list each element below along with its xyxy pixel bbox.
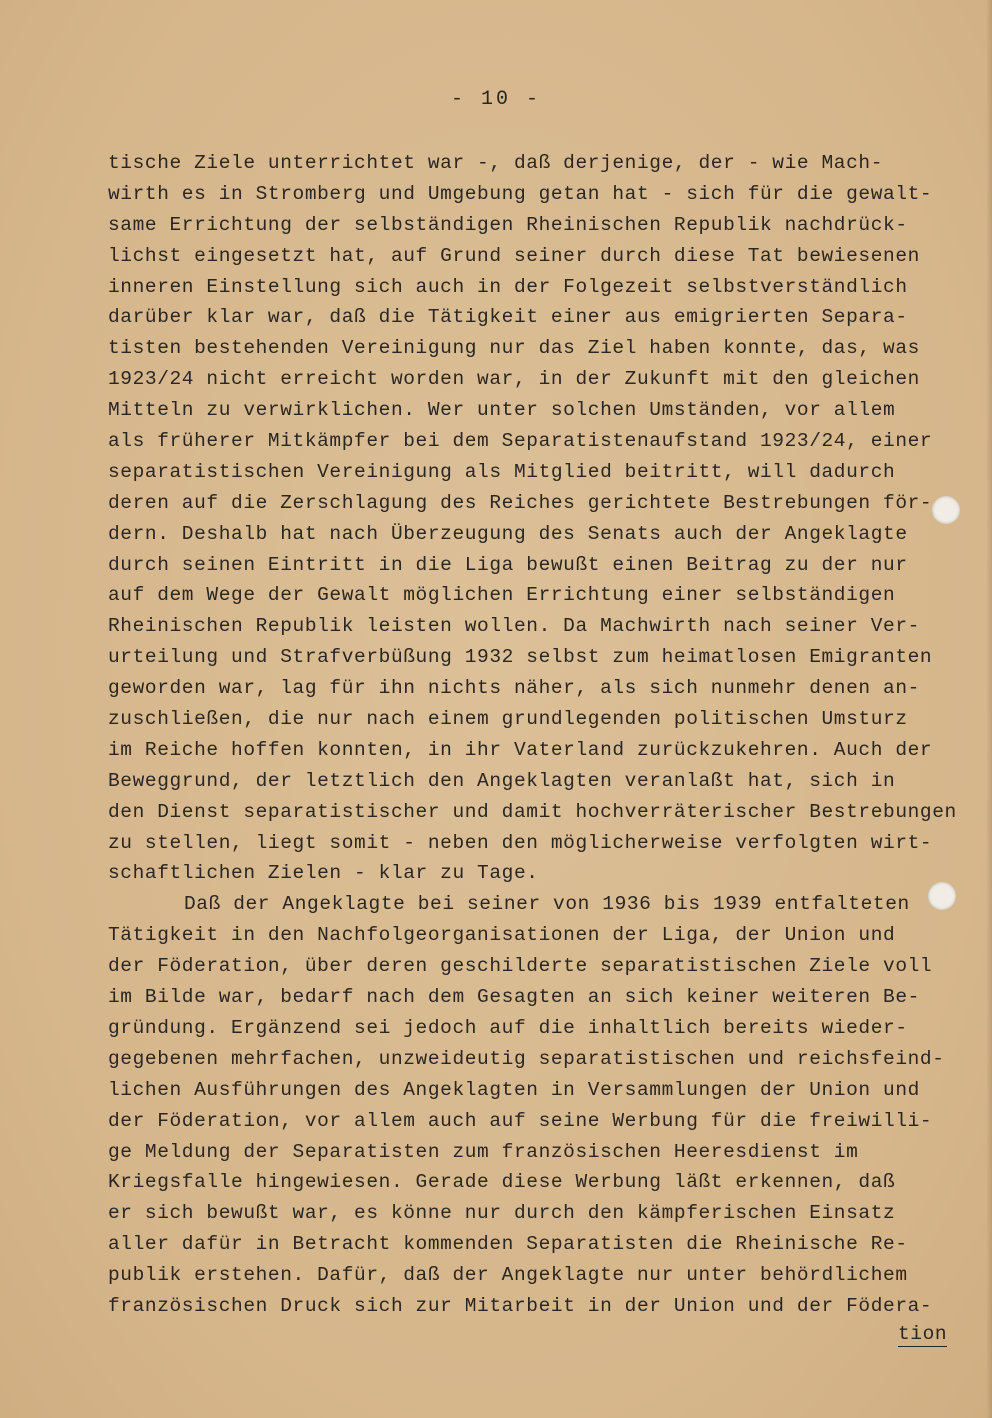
text-line: aller dafür in Betracht kommenden Separatisten die Rheinische Re-: [108, 1233, 908, 1256]
body-text: [108, 148, 968, 1322]
text-line: publik erstehen. Dafür, daß der Angeklagte nur unter behördlichem: [108, 1264, 908, 1287]
paper-edge: [986, 0, 992, 1418]
text-line: französischen Druck sich zur Mitarbeit in der Union und der Födera-: [108, 1294, 933, 1317]
text-line: Rheinischen Republik leisten wollen. Da Machwirth nach seiner Ver-: [108, 615, 920, 638]
text-line: tisten bestehenden Vereinigung nur das Ziel haben konnte, das, was: [108, 337, 920, 360]
text-line: lichst eingesetzt hat, auf Grund seiner durch diese Tat bewiesenen: [108, 244, 920, 267]
text-line: gegebenen mehrfachen, unzweideutig separatistischen und reichsfeind-: [108, 1047, 945, 1070]
text-line: inneren Einstellung sich auch in der Folgezeit selbstverständlich: [108, 275, 908, 298]
page-number: - 10 -: [450, 88, 541, 111]
text-line: zuschließen, die nur nach einem grundlegenden politischen Umsturz: [108, 708, 908, 731]
text-line: separatistischen Vereinigung als Mitglied beitritt, will dadurch: [108, 460, 896, 483]
text-line: der Föderation, über deren geschilderte separatistischen Ziele voll: [108, 955, 933, 978]
text-line: dern. Deshalb hat nach Überzeugung des Senats auch der Angeklagte: [108, 522, 908, 545]
text-line: den Dienst separatistischer und damit hochverräterischer Bestrebungen: [108, 800, 957, 823]
text-line: auf dem Wege der Gewalt möglichen Errichtung einer selbständigen: [108, 584, 896, 607]
text-line: 1923/24 nicht erreicht worden war, in der Zukunft mit den gleichen: [108, 368, 920, 391]
text-line: Mitteln zu verwirklichen. Wer unter solchen Umständen, vor allem: [108, 399, 896, 422]
text-line: zu stellen, liegt somit - neben den möglicherweise verfolgten wirt-: [108, 831, 933, 854]
text-line: Beweggrund, der letztlich den Angeklagten veranlaßt hat, sich in: [108, 769, 896, 792]
text-line: same Errichtung der selbständigen Rheinischen Republik nachdrück-: [108, 213, 908, 236]
text-line: lichen Ausführungen des Angeklagten in Versammlungen der Union und: [108, 1078, 920, 1101]
text-line: ge Meldung der Separatisten zum französischen Heeresdienst im: [108, 1140, 859, 1163]
continuation-word: tion: [898, 1323, 948, 1345]
text-line: Tätigkeit in den Nachfolgeorganisationen der Liga, der Union und: [108, 924, 896, 947]
text-line: geworden war, lag für ihn nichts näher, als sich nunmehr denen an-: [108, 677, 920, 700]
text-line: urteilung und Strafverbüßung 1932 selbst zum heimatlosen Emigranten: [108, 646, 933, 669]
text-line: schaftlichen Zielen - klar zu Tage.: [108, 862, 539, 885]
text-line: im Bilde war, bedarf nach dem Gesagten an sich keiner weiteren Be-: [108, 986, 920, 1009]
text-line: wirth es in Stromberg und Umgebung getan hat - sich für die gewalt-: [108, 182, 933, 205]
text-line: tische Ziele unterrichtet war -, daß derjenige, der - wie Mach-: [108, 152, 884, 174]
text-line: gründung. Ergänzend sei jedoch auf die inhaltlich bereits wieder-: [108, 1016, 908, 1039]
text-line: er sich bewußt war, es könne nur durch den kämpferischen Einsatz: [108, 1202, 896, 1225]
text-line: im Reiche hoffen konnten, in ihr Vaterland zurückzukehren. Auch der: [108, 738, 933, 761]
text-line: der Föderation, vor allem auch auf seine Werbung für die freiwilli-: [108, 1109, 933, 1132]
text-line: deren auf die Zerschlagung des Reiches gerichtete Bestrebungen för-: [108, 491, 933, 514]
text-line: Daß der Angeklagte bei seiner von 1936 bis 1939 entfalteten: [184, 893, 910, 916]
text-line: Kriegsfalle hingewiesen. Gerade diese Werbung läßt erkennen, daß: [108, 1171, 896, 1194]
punch-hole-lower: [928, 882, 956, 910]
text-line: durch seinen Eintritt in die Liga bewußt einen Beitrag zu der nur: [108, 553, 908, 576]
text-line: als früherer Mitkämpfer bei dem Separatistenaufstand 1923/24, einer: [108, 430, 933, 453]
punch-hole-upper: [932, 496, 960, 524]
text-line: darüber klar war, daß die Tätigkeit einer aus emigrierten Separa-: [108, 306, 908, 329]
